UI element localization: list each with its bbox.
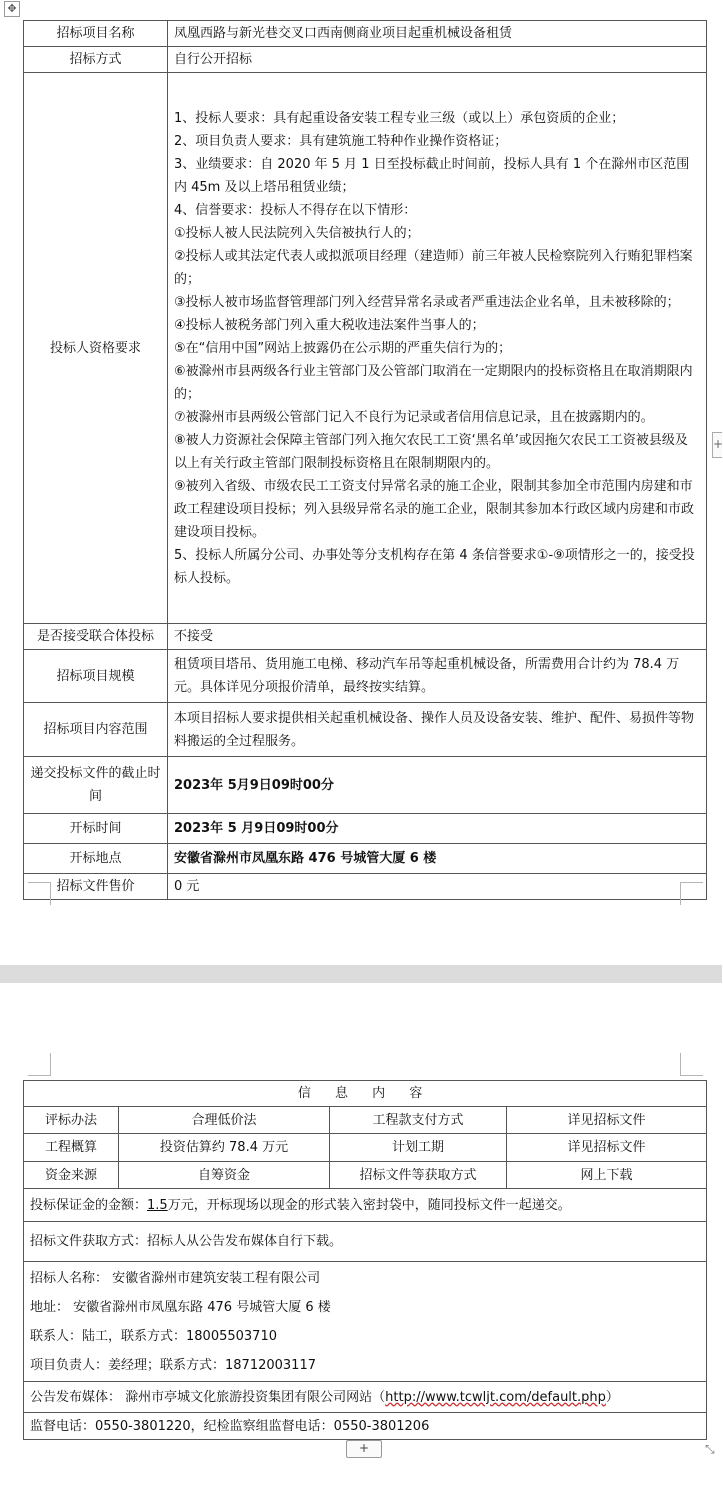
- value-doc-price: 0 元: [168, 874, 707, 900]
- grid-cell: 详见招标文件: [507, 1107, 707, 1134]
- crop-mark: [28, 1053, 51, 1076]
- qual-item: ⑨被列入省级、市级农民工工资支付异常名录的施工企业，限制其参加全市范围内房建和市政工程建设项目投标；列入县级异常名录的施工企业，限制其参加本行政区域内房建和市政建设项目投标。: [174, 478, 695, 540]
- media-prefix: 公告发布媒体： 滁州市亭城文化旅游投资集团有限公司网站（: [30, 1389, 386, 1405]
- label-deadline: 递交投标文件的截止时间: [24, 757, 168, 814]
- grid-cell: 招标文件等获取方式: [330, 1162, 507, 1189]
- grid-cell: 资金来源: [24, 1162, 119, 1189]
- table-row: [24, 21, 707, 47]
- table-row: [24, 757, 707, 814]
- tenderer-name: 招标人名称： 安徽省滁州市建筑安装工程有限公司: [30, 1270, 321, 1286]
- qual-item: ②投标人或其法定代表人或拟派项目经理（建造师）前三年被人民检察院列入行贿犯罪档案的；: [174, 248, 693, 287]
- grid-cell: 投资估算约 78.4 万元: [119, 1134, 330, 1162]
- table-row: [24, 624, 707, 650]
- grid-cell: 评标办法: [24, 1107, 119, 1134]
- bond-suffix: 万元，开标现场以现金的形式装入密封袋中，随同投标文件一起递交。: [167, 1197, 571, 1213]
- table-row: [24, 1413, 707, 1440]
- label-tender-method: 招标方式: [24, 47, 168, 73]
- insert-row-plus-icon[interactable]: +: [346, 1440, 382, 1458]
- media-suffix: ）: [605, 1389, 619, 1405]
- contact-person: 联系人：陆工，联系方式：18005503710: [30, 1328, 277, 1344]
- table-row: [24, 1222, 707, 1262]
- bond-row: [24, 1189, 707, 1222]
- crop-mark: [28, 882, 51, 905]
- qual-item: ⑦被滁州市县两级公管部门记入不良行为记录或者信用信息记录，且在披露期内的。: [174, 409, 654, 425]
- label-project-name: 招标项目名称: [24, 21, 168, 47]
- table-row: [24, 874, 707, 900]
- supervision-row: 监督电话：0550-3801220，纪检监察组监督电话：0550-3801206: [24, 1413, 707, 1440]
- insert-column-plus-icon[interactable]: +: [712, 432, 722, 458]
- table-resize-icon[interactable]: ⤡: [705, 1442, 715, 1456]
- crop-mark: [680, 882, 703, 905]
- contact-block: [24, 1262, 707, 1382]
- label-qualification: 投标人资格要求: [24, 73, 168, 624]
- qual-item: 3、业绩要求：自 2020 年 5 月 1 日至投标截止时间前，投标人具有 1 个在滁州市区范围内 45m 及以上塔吊租赁业绩；: [174, 156, 690, 195]
- table-row: [24, 1081, 707, 1107]
- value-open-time: 2023年 5 月9日09时00分: [168, 814, 707, 844]
- project-manager: 项目负责人：姜经理；联系方式：18712003117: [30, 1357, 316, 1373]
- value-open-place: 安徽省滁州市凤凰东路 476 号城管大厦 6 楼: [168, 844, 707, 874]
- value-tender-method: 自行公开招标: [168, 47, 707, 73]
- qual-item: 2、项目负责人要求：具有建筑施工特种作业操作资格证；: [174, 133, 508, 149]
- grid-cell: 网上下载: [507, 1162, 707, 1189]
- table-move-handle-icon[interactable]: ✥: [4, 1, 20, 17]
- value-project-name: 凤凰西路与新光巷交叉口西南侧商业项目起重机械设备租赁: [168, 21, 707, 47]
- table-row: [24, 73, 707, 624]
- label-open-place: 开标地点: [24, 844, 168, 874]
- label-doc-price: 招标文件售价: [24, 874, 168, 900]
- table-row: [24, 1162, 707, 1189]
- tender-info-table: [23, 20, 707, 900]
- table-row: [24, 844, 707, 874]
- table-row: [24, 1107, 707, 1134]
- grid-cell: 工程概算: [24, 1134, 119, 1162]
- qual-item: 4、信誉要求：投标人不得存在以下情形：: [174, 202, 417, 218]
- info-content-table: [23, 1080, 707, 1440]
- qual-item: 1、投标人要求：具有起重设备安装工程专业三级（或以上）承包资质的企业；: [174, 110, 625, 126]
- grid-cell: 自筹资金: [119, 1162, 330, 1189]
- value-deadline: 2023年 5月9日09时00分: [168, 757, 707, 814]
- label-consortium: 是否接受联合体投标: [24, 624, 168, 650]
- qual-item: ⑤在“信用中国”网站上披露仍在公示期的严重失信行为的；: [174, 340, 512, 356]
- bond-prefix: 投标保证金的金额：: [30, 1197, 148, 1213]
- qual-item: ⑧被人力资源社会保障主管部门列入拖欠农民工工资‘黑名单’或因拖欠农民工工资被县级及以上有关行政主管部门限制投标资格且在限制期限内的。: [174, 432, 688, 471]
- qual-item: ①投标人被人民法院列入失信被执行人的；: [174, 225, 420, 241]
- table-row: [24, 1262, 707, 1382]
- crop-mark: [680, 1053, 703, 1076]
- qual-item: ③投标人被市场监督管理部门列入经营异常名录或者严重违法企业名单，且未被移除的；: [174, 294, 680, 310]
- bond-amount: 1.5: [147, 1197, 168, 1213]
- label-open-time: 开标时间: [24, 814, 168, 844]
- media-row: [24, 1382, 707, 1413]
- acquire-row: 招标文件获取方式：招标人从公告发布媒体自行下载。: [24, 1222, 707, 1262]
- value-project-scale: 租赁项目塔吊、货用施工电梯、移动汽车吊等起重机械设备，所需费用合计约为 78.4 万元。具体详见分项报价清单，最终按实结算。: [168, 650, 707, 703]
- tenderer-address: 地址： 安徽省滁州市凤凰东路 476 号城管大厦 6 楼: [30, 1299, 331, 1315]
- value-consortium: 不接受: [168, 624, 707, 650]
- qual-item: ⑥被滁州市县两级各行业主管部门及公管部门取消在一定期限内的投标资格且在取消期限内的；: [174, 363, 693, 402]
- table-row: [24, 1134, 707, 1162]
- value-qualification: [168, 73, 707, 624]
- document-page-2: [0, 983, 722, 1500]
- page-gap: [0, 965, 722, 983]
- qual-item: 5、投标人所属分公司、办事处等分支机构存在第 4 条信誉要求①-⑨项情形之一的，接受投标人投标。: [174, 547, 695, 586]
- table-row: [24, 1382, 707, 1413]
- table-row: [24, 703, 707, 757]
- info-header: 信 息 内 容: [24, 1081, 707, 1107]
- label-project-scope: 招标项目内容范围: [24, 703, 168, 757]
- value-project-scope: 本项目招标人要求提供相关起重机械设备、操作人员及设备安装、维护、配件、易损件等物料搬运的全过程服务。: [168, 703, 707, 757]
- table-row: [24, 814, 707, 844]
- grid-cell: 合理低价法: [119, 1107, 330, 1134]
- grid-cell: 详见招标文件: [507, 1134, 707, 1162]
- table-row: [24, 47, 707, 73]
- grid-cell: 计划工期: [330, 1134, 507, 1162]
- grid-cell: 工程款支付方式: [330, 1107, 507, 1134]
- label-project-scale: 招标项目规模: [24, 650, 168, 703]
- qual-item: ④投标人被税务部门列入重大税收违法案件当事人的；: [174, 317, 485, 333]
- table-row: [24, 1189, 707, 1222]
- media-url-link[interactable]: http://www.tcwljt.com/default.php: [385, 1389, 606, 1405]
- table-row: [24, 650, 707, 703]
